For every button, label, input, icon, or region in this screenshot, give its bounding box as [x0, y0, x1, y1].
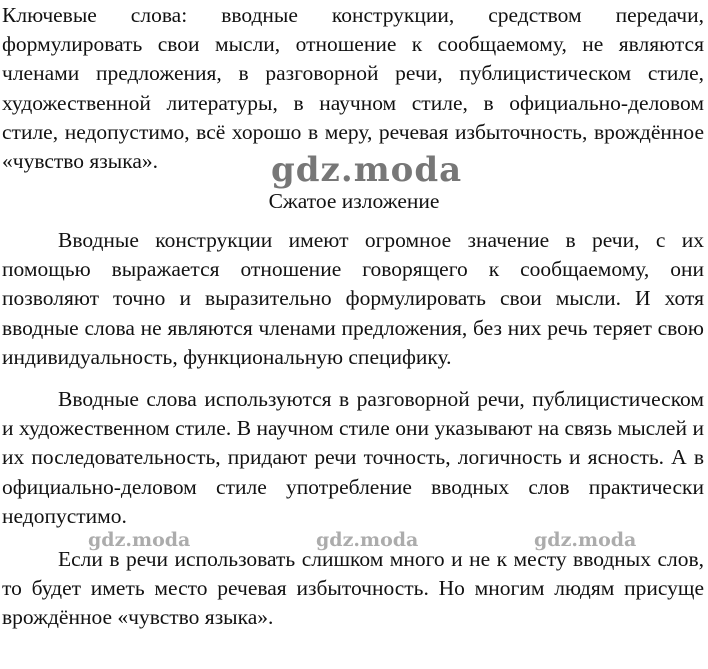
watermark-small-1: gdz.moda — [88, 529, 191, 551]
keywords-paragraph: Ключевые слова: вводные конструкции, средством передачи, формулировать свои мысли, отношение к сообщаемому, не являются членами предложения, в разговорной речи, публицистическом стиле, художественной литературы, в научном стиле, в официально-деловом стиле, недопустимо, всё хорошо в меру, речевая избыточность, врождённое «чувство языка». — [2, 3, 704, 174]
paragraph-2: Вводные слова используются в разговорной речи, публицистическом и художественном стиле. В научном стиле они указывают на связь мыслей и их последовательность, придают речи точность, логичность и ясность. А в официально-деловом стиле употребление вводных слов практически недопустимо. — [2, 387, 704, 528]
paragraph-1: Вводные конструкции имеют огромное значение в речи, с их помощью выражается отношение говорящего к сообщаемому, они позволяют точно и выразительно формулировать свои мысли. И хотя вводные слова не являются членами предложения, без них речь теряет свою индивидуальность, функциональную специфику. — [2, 228, 704, 369]
watermark-small-2: gdz.moda — [316, 529, 419, 551]
watermark-small-3: gdz.moda — [534, 529, 637, 551]
paragraph-3: Если в речи использовать слишком много и не к месту вводных слов, то будет иметь место речевая избыточность. Но многим людям присуще врождённое «чувство языка». — [2, 547, 704, 630]
watermark-main: gdz.moda — [271, 150, 463, 190]
section-heading: Сжатое изложение — [268, 189, 440, 213]
